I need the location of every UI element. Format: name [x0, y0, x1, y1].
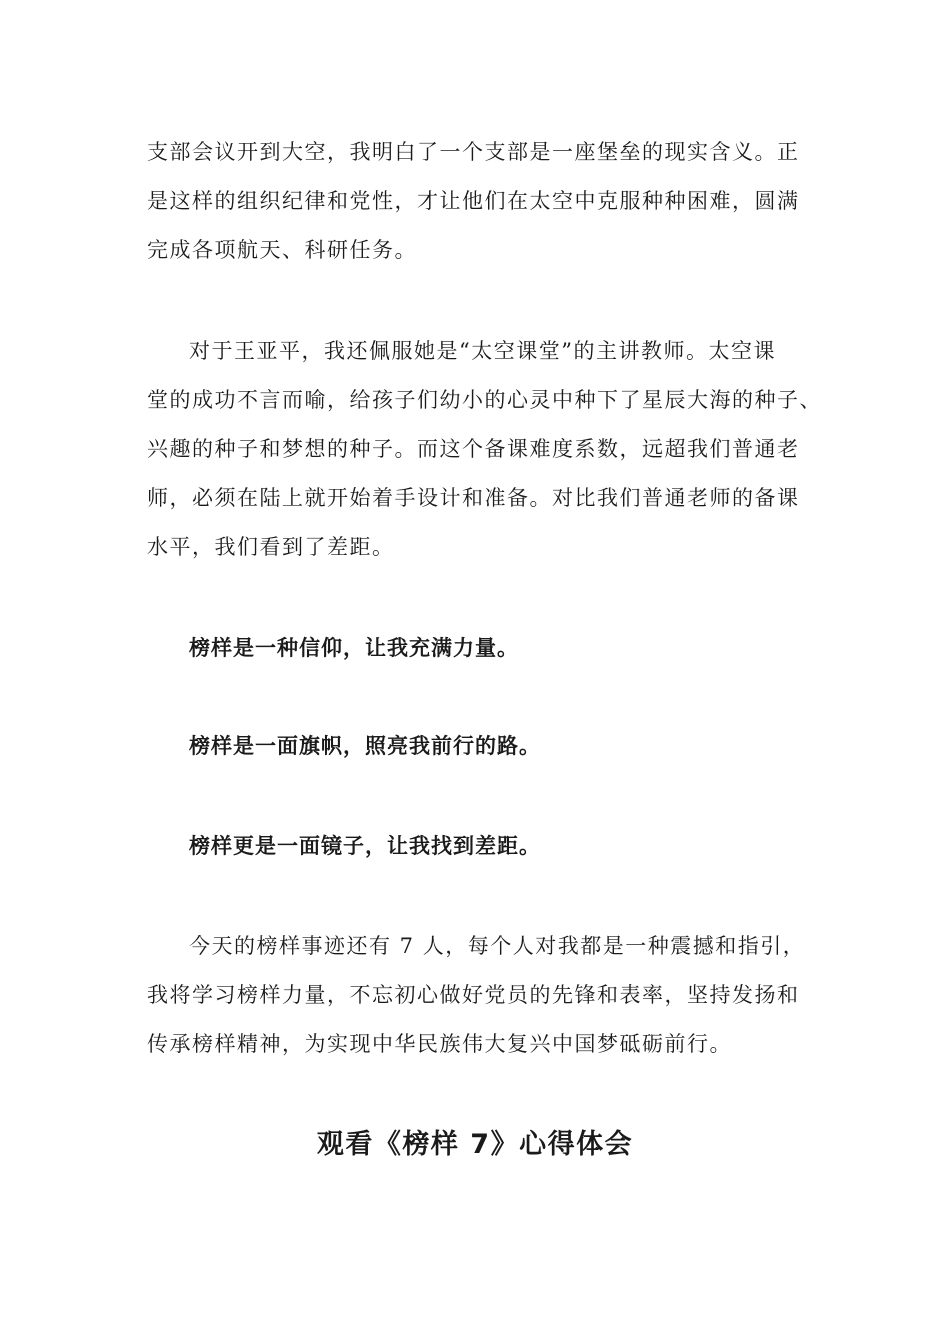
paragraph-1 — [147, 128, 817, 275]
heading-text: 榜样是一种信仰，让我充满力量。 — [189, 636, 519, 660]
heading-3 — [147, 822, 817, 871]
paragraph-line: 我将学习榜样力量，不忘初心做好党员的先锋和表率，坚持发扬和 — [147, 983, 800, 1007]
paragraph-line: 完成各项航天、科研任务。 — [147, 238, 417, 262]
heading-1 — [147, 624, 817, 673]
heading-text: 榜样是一面旗帜，照亮我前行的路。 — [189, 734, 541, 758]
paragraph-line: 师，必须在陆上就开始着手设计和准备。对比我们普通老师的备课 — [147, 486, 800, 510]
paragraph-line: 对于王亚平，我还佩服她是“太空课堂”的主讲教师。太空课 — [189, 339, 776, 363]
paragraph-line: 今天的榜样事迹还有 7 人，每个人对我都是一种震撼和指引， — [189, 934, 806, 958]
heading-text: 榜样更是一面镜子，让我找到差距。 — [189, 834, 541, 858]
paragraph-line: 水平，我们看到了差距。 — [147, 535, 395, 559]
paragraph-line: 传承榜样精神，为实现中华民族伟大复兴中国梦砥砺前行。 — [147, 1032, 732, 1056]
paragraph-line: 是这样的组织纪律和党性，才让他们在太空中克服种种困难，圆满 — [147, 189, 800, 213]
paragraph-3 — [147, 922, 817, 1069]
page-title: 观看《榜样 7》心得体会 — [316, 1129, 634, 1160]
paragraph-line: 兴趣的种子和梦想的种子。而这个备课难度系数，远超我们普通老 — [147, 437, 800, 461]
heading-2 — [147, 722, 817, 771]
paragraph-line: 堂的成功不言而喻，给孩子们幼小的心灵中种下了星辰大海的种子、 — [147, 388, 822, 412]
paragraph-2 — [147, 327, 822, 572]
paragraph-line: 支部会议开到大空，我明白了一个支部是一座堡垒的现实含义。正 — [147, 140, 800, 164]
